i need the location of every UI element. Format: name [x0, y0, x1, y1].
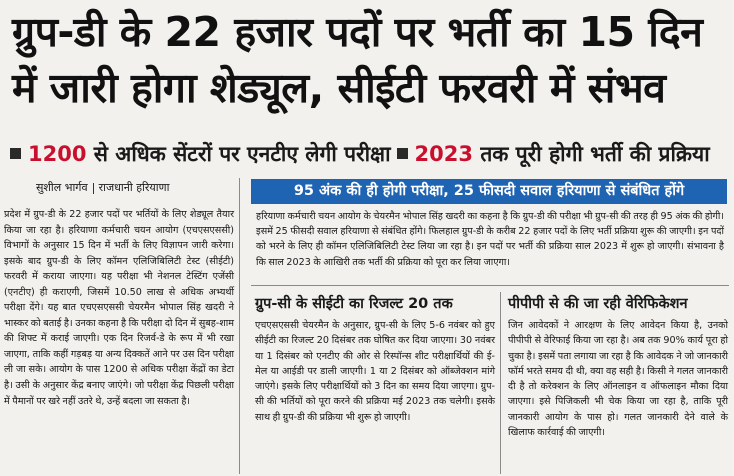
article-column-1: प्रदेश में ग्रुप-डी के 22 हजार पदों पर भर्तियों के लिए शेड्यूल तैयार किया जा रहा है। हरियाणा कर्मचारी चयन आयोग (एचएसएससी) विभागों के अनुसार 15 दिन में भर्ती के लिए विज्ञापन जारी करेगा। इसके बाद ग्रुप-डी के लिए कॉमन एलिजिबिलिटी टेस्ट (सीईटी) फरवरी में कराया जाएगा। यह परीक्षा भी नेशनल टेस्टिंग एजेंसी (एनटीए) ही कराएगी, जिसमें 10.50 लाख से अधिक अभ्यर्थी परीक्षा देंगे। यह बात एचएसएससी चेयरमैन भोपाल सिंह खदरी ने भास्कर को बताई है। उनका कहना है कि परीक्षा दो दिन में सुबह-शाम की शिफ्ट में कराई जाएगी। एक दिन रिजर्व-डे के रूप में भी रखा जाएगा, ताकि कहीं गड़बड़ या अन्य दिक्कतें आने पर उस दिन परीक्षा ली जा सके। आयोग के पास 1200 से अधिक परीक्षा केंद्रों का डेटा है। उसी के अनुसार केंद्र बनाए जाएंगे। जो परीक्षा केंद्र पिछली परीक्षा में पैमानों पर खरे नहीं उतरे थे, उन्हें बदला जा सकता है।	[4, 209, 234, 407]
subhead-left-text: से अधिक सेंटरों पर एनटीए लेगी परीक्षा	[93, 142, 391, 166]
column-divider-2	[500, 292, 501, 474]
section-2-title: ग्रुप-सी के सीईटी का रिजल्ट 20 तक	[255, 296, 453, 312]
section-2-text: एचएसएससी चेयरमैन के अनुसार, ग्रुप-सी के लिए 5-6 नवंबर को हुए सीईटी का रिजल्ट 20 दिसंबर तक घोषित कर दिया जाएगा। 30 नवंबर या 1 दिसंबर को एनटीए की ओर से रिस्पॉन्स शीट परीक्षार्थियों की ई-मेल या आईडी पर डाली जाएगी। 1 या 2 दिसंबर को ऑब्जेक्शन मांगे जाएंगे। इसके लिए परीक्षार्थियों को 3 दिन का समय दिया जाएगा। ग्रुप-सी की भर्तियों को पूरा करने की प्रक्रिया मई 2023 तक चलेगी। इसके साथ ही ग्रुप-डी की प्रक्रिया भी शुरू हो जाएगी।	[255, 320, 495, 423]
column-divider	[239, 178, 240, 474]
byline	[36, 180, 169, 195]
bullet-square-icon	[397, 148, 408, 159]
blue-box-title: 95 अंक की ही होगी परीक्षा, 25 फीसदी सवाल हरियाणा से संबंधित होंगे	[251, 179, 727, 204]
headline-line-2: में जारी होगा शेड्यूल, सीईटी फरवरी में संभव	[12, 64, 666, 112]
bullet-square-icon	[10, 148, 21, 159]
subhead-left-number: 1200	[28, 142, 87, 166]
byline-divider	[93, 183, 94, 194]
blue-box-text: हरियाणा कर्मचारी चयन आयोग के चेयरमैन भोपाल सिंह खदरी का कहना है कि ग्रुप-डी की परीक्षा भी ग्रुप-सी की तरह ही 95 अंक की होगी। इसमें 25 फीसदी सवाल हरियाणा से संबंधित होंगे। फिलहाल ग्रुप-डी के करीब 22 हजार पदों के लिए भर्ती प्रक्रिया शुरू की जाएगी। इन पदों को भरने के लिए ही कॉमन एलिजिबिलिटी टेस्ट लिया जा रहा है। इन पदों पर भर्ती की प्रक्रिया साल 2023 में शुरू हो जाएगी। संभावना है कि साल 2023 के आखिरी तक भर्ती की प्रक्रिया को पूरा कर लिया जाएगा।	[256, 211, 724, 268]
byline-author: सुशील भार्गव	[36, 181, 88, 194]
headline	[12, 4, 724, 116]
subhead-right-text: तक पूरी होगी भर्ती की प्रक्रिया	[480, 142, 710, 166]
subheading-bar	[4, 137, 730, 171]
section-3-text: जिन आवेदकों ने आरक्षण के लिए आवेदन किया है, उनको पीपीपी से वेरिफाई किया जा रहा है। अब तक 90% कार्य पूरा हो चुका है। इसमें पता लगाया जा रहा है कि आवेदक ने जो जानकारी फॉर्म भरते समय दी थी, क्या वह सही है। किसी ने गलत जानकारी दी है तो करेक्शन के लिए ऑनलाइन व ऑफलाइन मौका दिया जाएगा। इसे पिजिकली भी चेक किया जा रहा है, ताकि पूरी जानकारी आयोग के पास हो। गलत जानकारी देने वाले के खिलाफ कार्रवाई की जाएगी।	[508, 320, 728, 439]
horizontal-divider	[251, 285, 729, 286]
subhead-right-number: 2023	[414, 142, 473, 166]
headline-line-1: ग्रुप-डी के 22 हजार पदों पर भर्ती का 15 दिन	[12, 8, 703, 56]
byline-bureau: राजधानी हरियाणा	[98, 181, 170, 194]
section-3-title: पीपीपी से की जा रही वेरिफिकेशन	[508, 296, 688, 312]
